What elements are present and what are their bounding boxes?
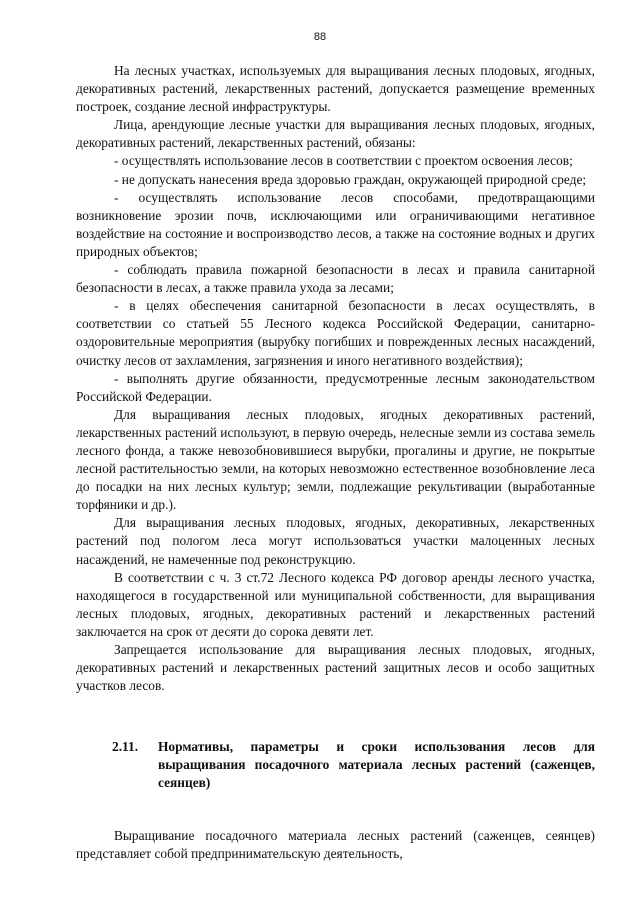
page-number: 88 xyxy=(313,31,327,43)
paragraph: На лесных участках, используемых для выращивания лесных плодовых, ягодных, декоративных растений, лекарственных растений, допускается размещение временных построек, создание лесной инфраструктуры. xyxy=(76,63,595,115)
section-heading xyxy=(112,738,595,792)
paragraph: Выращивание посадочного материала лесных растений (саженцев, сеянцев) представляет собой предпринимательскую деятельность, xyxy=(76,828,595,862)
document-body xyxy=(76,62,595,695)
paragraph: Для выращивания лесных плодовых, ягодных декоративных растений, лекарственных растений используют, в первую очередь, нелесные земли из состава земель лесного фонда, а также невозобновившиеся вырубки, прогалины и другие, не покрытые лесной растительностью земли, на которых невозможно естественное возобновление леса до посадки на них лесных культур; земли, подлежащие рекультивации (выработанные торфяники и др.). xyxy=(76,406,595,513)
section-body xyxy=(76,827,595,863)
list-item: - соблюдать правила пожарной безопасности в лесах и правила санитарной безопасности в лесах, а также правила ухода за лесами; xyxy=(76,262,595,296)
list-item: - выполнять другие обязанности, предусмотренные лесным законодательством Российской Федерации. xyxy=(76,370,595,404)
section-number: 2.11. xyxy=(112,739,139,754)
paragraph: Для выращивания лесных плодовых, ягодных, декоративных, лекарственных растений под пологом леса могут использоваться участки малоценных лесных насаждений, не намеченные под реконструкцию. xyxy=(76,515,595,567)
list-item: - осуществлять использование лесов способами, предотвращающими возникновение эрозии почв, исключающими или ограничивающими негативное воздействие на состояние и воспроизводство лесов, а также на состояние водных и других природных объектов; xyxy=(76,189,595,259)
list-item: - осуществлять использование лесов в соответствии с проектом освоения лесов; xyxy=(114,153,573,169)
list-item: - в целях обеспечения санитарной безопасности в лесах осуществлять, в соответствии со статьей 55 Лесного кодекса Российской Федерации, санитарно-оздоровительные мероприятия (вырубку погибших и поврежденных лесных насаждений, очистку лесов от захламления, загрязнения и иного негативного воздействия); xyxy=(76,298,595,368)
section-title: Нормативы, параметры и сроки использования лесов для выращивания посадочного материала лесных растений (саженцев, сеянцев) xyxy=(158,739,595,791)
paragraph: Лица, арендующие лесные участки для выращивания лесных плодовых, ягодных, декоративных растений, лекарственных растений, обязаны: xyxy=(76,117,595,151)
paragraph: Запрещается использование для выращивания лесных плодовых, ягодных, декоративных растений и лекарственных растений защитных лесов и особо защитных участков лесов. xyxy=(76,642,595,694)
paragraph: В соответствии с ч. 3 ст.72 Лесного кодекса РФ договор аренды лесного участка, находящегося в государственной или муниципальной собственности, для выращивания лесных плодовых, ягодных, декоративных растений и лекарственных растений заключается на срок от десяти до сорока девяти лет. xyxy=(76,569,595,639)
list-item: - не допускать нанесения вреда здоровью граждан, окружающей природной среде; xyxy=(114,171,587,187)
